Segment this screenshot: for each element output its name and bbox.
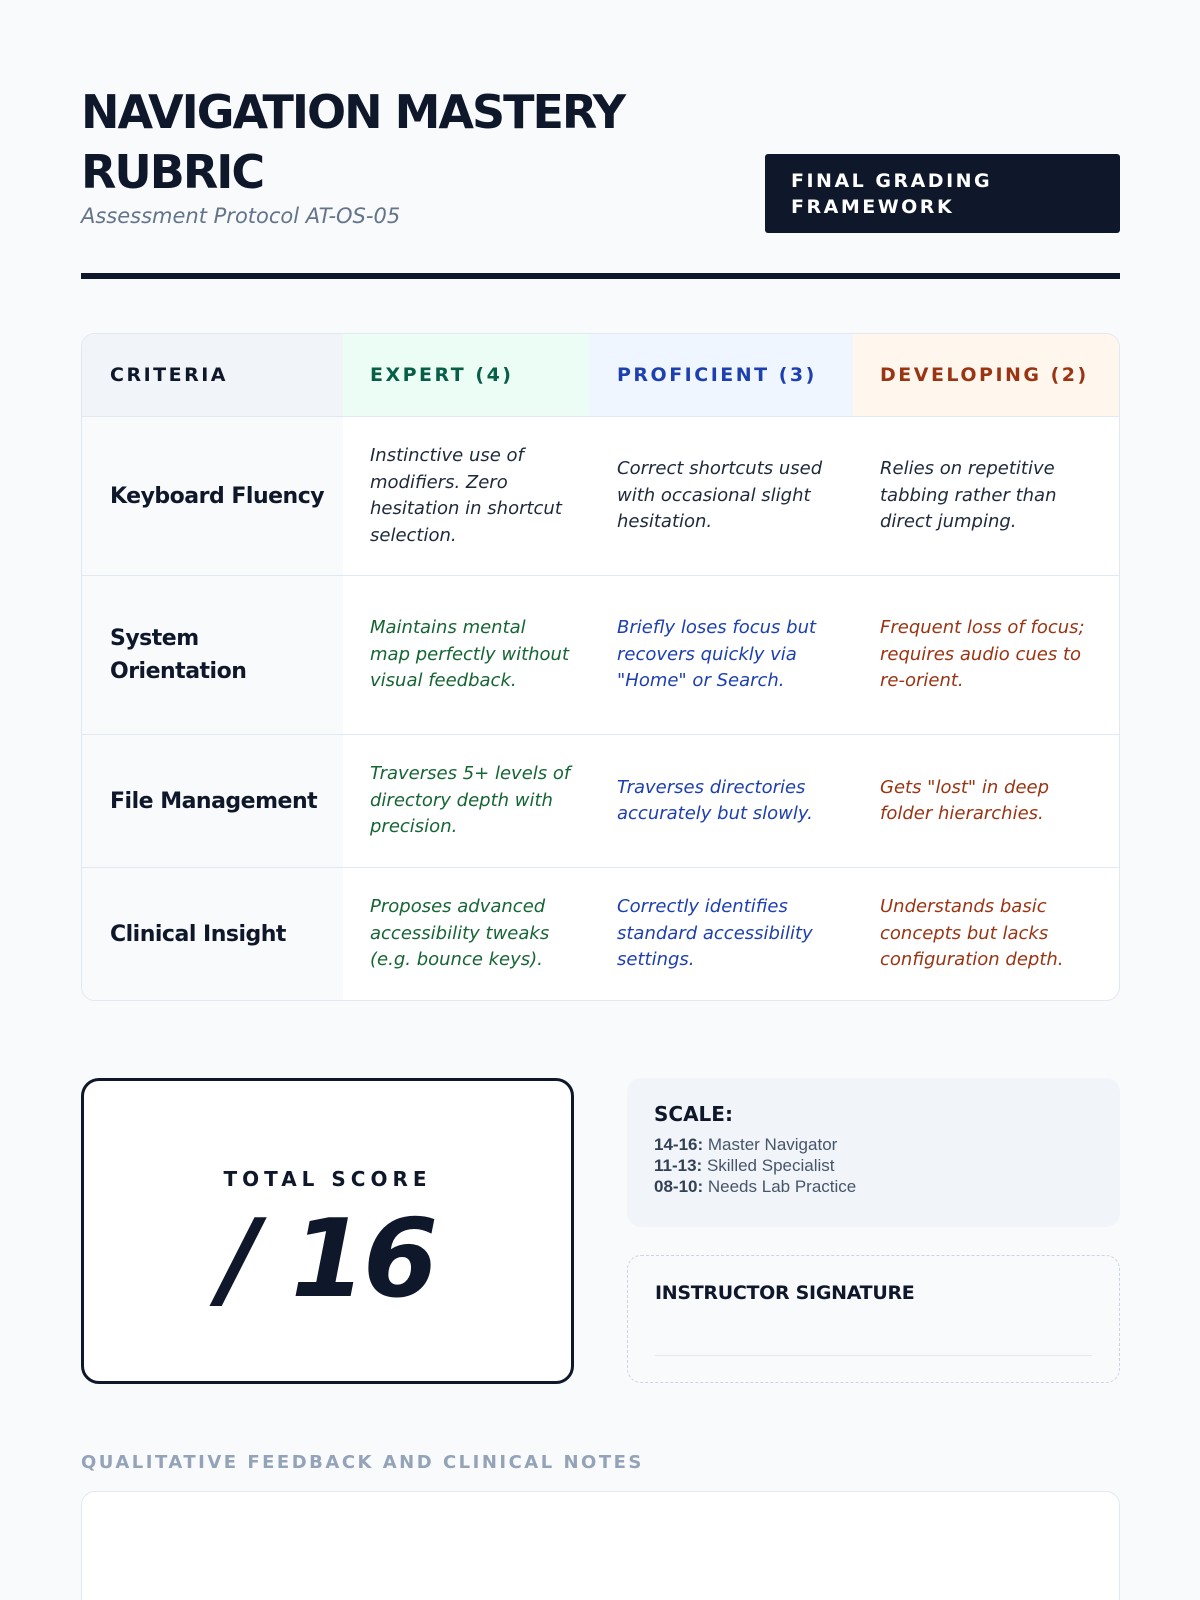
expert-description: Proposes advanced accessibility tweaks (e.g. bounce keys). [370, 896, 550, 971]
page-title: NAVIGATION MASTERY RUBRIC [81, 85, 625, 199]
scale-title: SCALE: [654, 1102, 733, 1126]
criterion-label: File Management [110, 788, 318, 814]
proficient-description: Briefly loses focus but recovers quickly via "Home" or Search. [617, 617, 817, 692]
scale-item [654, 1134, 1093, 1155]
table-row [82, 867, 1119, 1000]
column-header-expert: EXPERT (4) [343, 334, 589, 416]
developing-description: Frequent loss of focus; requires audio cues to re-orient. [880, 617, 1085, 692]
criterion-label: Keyboard Fluency [110, 483, 325, 509]
total-score-box [81, 1078, 574, 1384]
table-row [82, 575, 1119, 734]
scale-item [654, 1155, 1093, 1176]
grading-framework-badge: FINAL GRADING FRAMEWORK [765, 154, 1120, 233]
page-subtitle: Assessment Protocol AT-OS-05 [81, 204, 401, 228]
table-row [82, 416, 1119, 575]
column-header-criteria: CRITERIA [82, 334, 343, 416]
total-score-value: / 16 [219, 1197, 436, 1322]
signature-line [655, 1355, 1092, 1356]
expert-description: Instinctive use of modifiers. Zero hesitation in shortcut selection. [370, 445, 562, 546]
signature-label: INSTRUCTOR SIGNATURE [655, 1282, 915, 1304]
table-header-row [82, 334, 1119, 416]
page-header [81, 0, 1120, 280]
developing-description: Understands basic concepts but lacks configuration depth. [880, 896, 1064, 971]
feedback-notes-area[interactable] [81, 1491, 1120, 1600]
expert-description: Traverses 5+ levels of directory depth with precision. [370, 763, 571, 838]
developing-description: Gets "lost" in deep folder hierarchies. [880, 776, 1050, 824]
scale-label: Master Navigator [707, 1135, 838, 1154]
developing-description: Relies on repetitive tabbing rather than direct jumping. [880, 458, 1057, 533]
instructor-signature-field[interactable] [627, 1255, 1120, 1383]
column-header-proficient: PROFICIENT (3) [589, 334, 853, 416]
scale-label: Needs Lab Practice [707, 1177, 857, 1196]
criterion-label: Clinical Insight [110, 921, 286, 947]
criterion-label: System Orientation [110, 626, 247, 684]
scale-range: 11-13: [654, 1156, 703, 1175]
proficient-description: Correctly identifies standard accessibility settings. [617, 896, 813, 971]
column-header-developing: DEVELOPING (2) [853, 334, 1119, 416]
rubric-page [81, 0, 1120, 1473]
table-row [82, 734, 1119, 867]
proficient-description: Correct shortcuts used with occasional slight hesitation. [617, 458, 823, 533]
scale-item [654, 1176, 1093, 1197]
rubric-table [81, 333, 1120, 1001]
scale-range: 08-10: [654, 1177, 704, 1196]
scale-label: Skilled Specialist [706, 1156, 835, 1175]
score-scale [627, 1078, 1120, 1227]
expert-description: Maintains mental map perfectly without visual feedback. [370, 617, 570, 692]
proficient-description: Traverses directories accurately but slowly. [617, 776, 813, 824]
feedback-section-label: QUALITATIVE FEEDBACK AND CLINICAL NOTES [81, 1452, 644, 1473]
header-divider [81, 273, 1120, 279]
total-score-label: TOTAL SCORE [223, 1167, 432, 1191]
scale-range: 14-16: [654, 1135, 704, 1154]
